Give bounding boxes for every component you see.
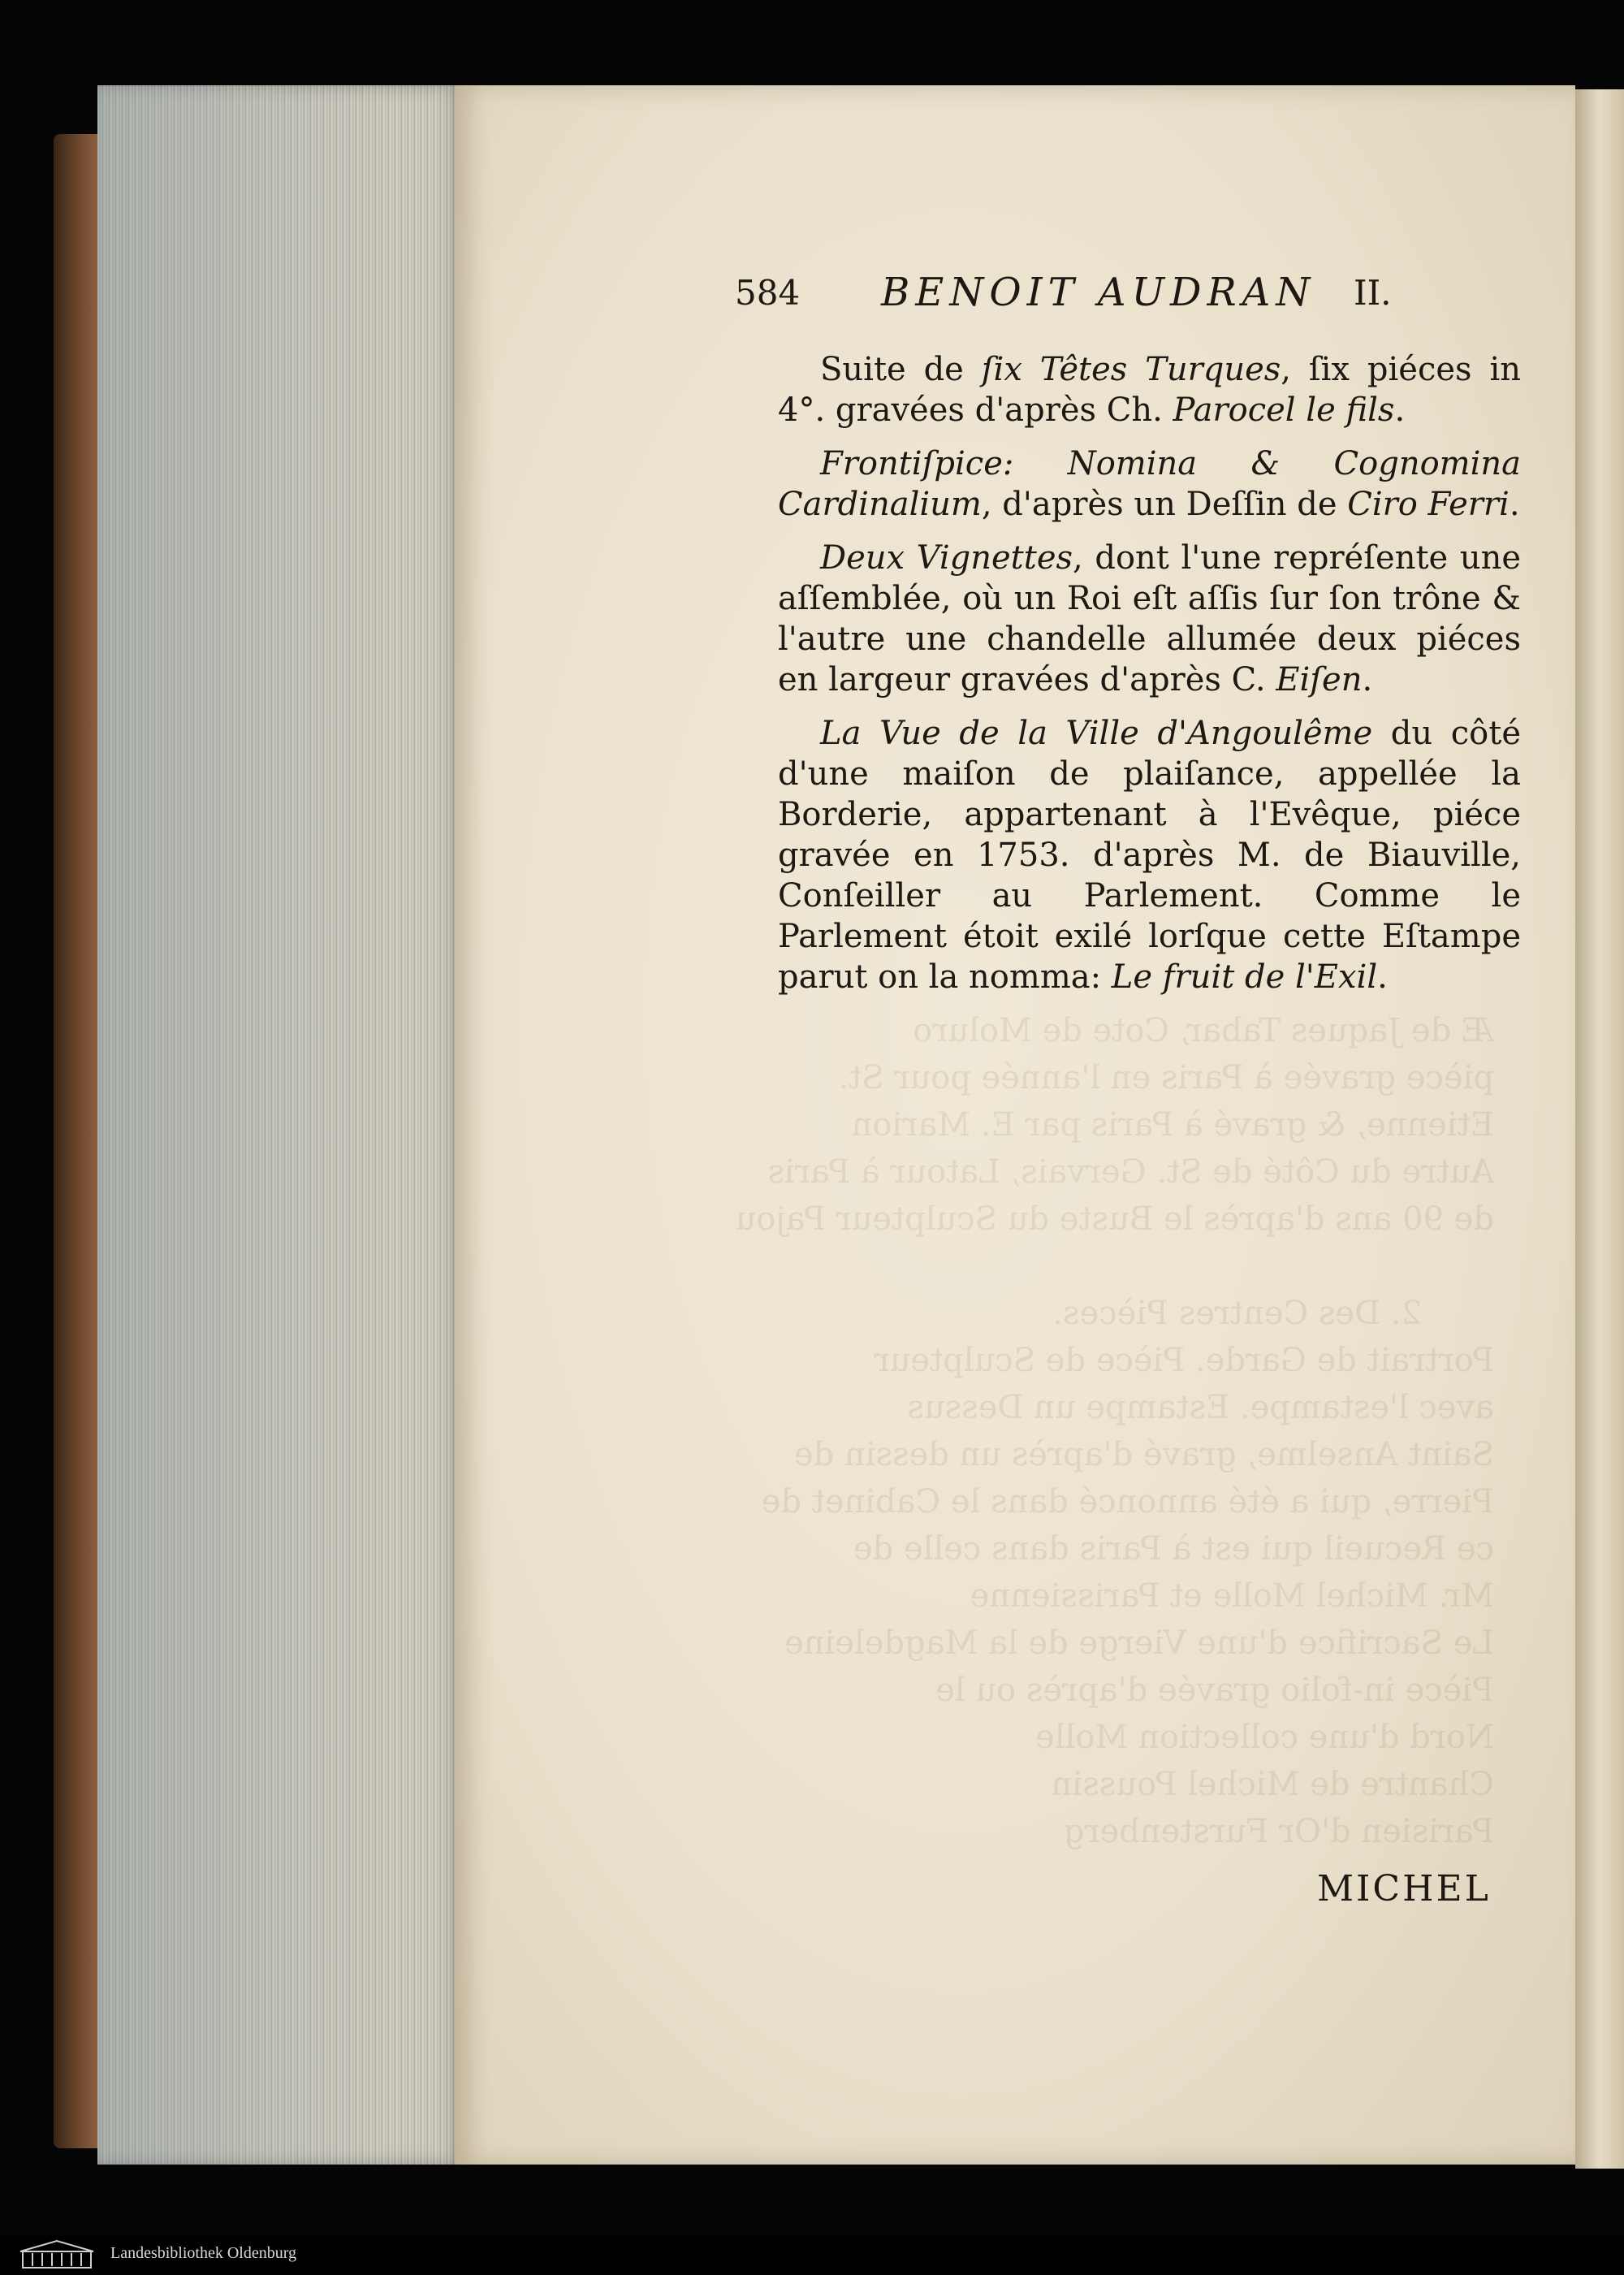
entry-text: . <box>1377 958 1388 996</box>
entry-italic-text: Frontiſpice: Nomina & Cognomina Cardinalium <box>778 445 1521 523</box>
entry-italic-text: Deux Vignettes <box>820 539 1073 577</box>
running-title: BENOIT AUDRAN <box>881 270 1316 315</box>
catalogue-entry <box>778 349 1521 430</box>
entry-text: , dont l'une repréſente une aſſemblée, où un Roi eſt aſſis ſur ſon trône & l'autre une chandelle allumée deux piéces en largeur gravées d'après C. <box>778 539 1522 699</box>
catalogue-entry <box>778 713 1521 997</box>
entry-text: . <box>1362 661 1373 699</box>
page-number: 584 <box>735 273 801 313</box>
running-head <box>735 270 1401 322</box>
entry-italic-text: ſix Têtes Turques <box>981 351 1281 388</box>
entry-italic-text: Le fruit de l'Exil <box>1111 958 1378 996</box>
entry-italic-text: La Vue de la Ville d'Angoulême <box>820 715 1373 752</box>
entry-italic-text: Parocel le fils <box>1173 391 1395 429</box>
catchword: MICHEL <box>1317 1868 1491 1910</box>
entry-text: . <box>1394 391 1406 429</box>
catalogue-entry <box>778 443 1521 525</box>
entry-text: Suite de <box>820 351 982 388</box>
entry-text: du côté d'une maiſon de plaiſance, appellée la Borderie, appartenant à l'Evêque, piéce gravée en 1753. d'après M. de Biauville, Conſeiller au Parlement. Comme le Parlement étoit exilé lorſque cette Eſtampe parut on la nomma: <box>778 715 1521 996</box>
entry-text: , ſix piéces in 4°. gravées d'après Ch. <box>778 351 1521 429</box>
entry-italic-text: Ciro Ferri <box>1347 486 1510 523</box>
library-building-icon <box>16 2238 97 2271</box>
page-block-edge <box>97 85 463 2165</box>
library-credit: Landesbibliothek Oldenburg <box>110 2244 297 2262</box>
bleed-through-text: Æ de Jaques Tabar, Cote de Moluro pièce gravée à Paris en l'année pour St. Etienne, & gravé à Paris par E. Marion Autre du Côté de St. Gervais, Latour à Paris de 90 ans d'après le Buste du Sculpteur Pajou 2. Des Centres Pièces. Portrait de Garde. Pièce de Sculpteur avec l'estampe. Estampe un Dessus Saint Anselme, gravé d'après un dessin de Pierre, qui a été annoncé dans le Cabinet de ce Recueil qui est à Paris dans celle de Mr. Michel Molle et Parissienne Le Sacrifice d'une Vierge de la Magdeleine Pièce in-folio gravée d'après ou le Nord d'une collection Molle Chantre de Michel Poussin Parisien d'Or Furstenberg <box>735 1012 1494 1850</box>
catalogue-entries <box>778 349 1521 1010</box>
running-title-suffix: II. <box>1354 273 1392 313</box>
entry-italic-text: Eiſen <box>1276 661 1363 699</box>
catalogue-entry <box>778 538 1521 700</box>
entry-text: . <box>1509 486 1520 523</box>
facing-page-edge <box>1575 89 1624 2169</box>
entry-text: , d'après un Deſſin de <box>981 486 1348 523</box>
